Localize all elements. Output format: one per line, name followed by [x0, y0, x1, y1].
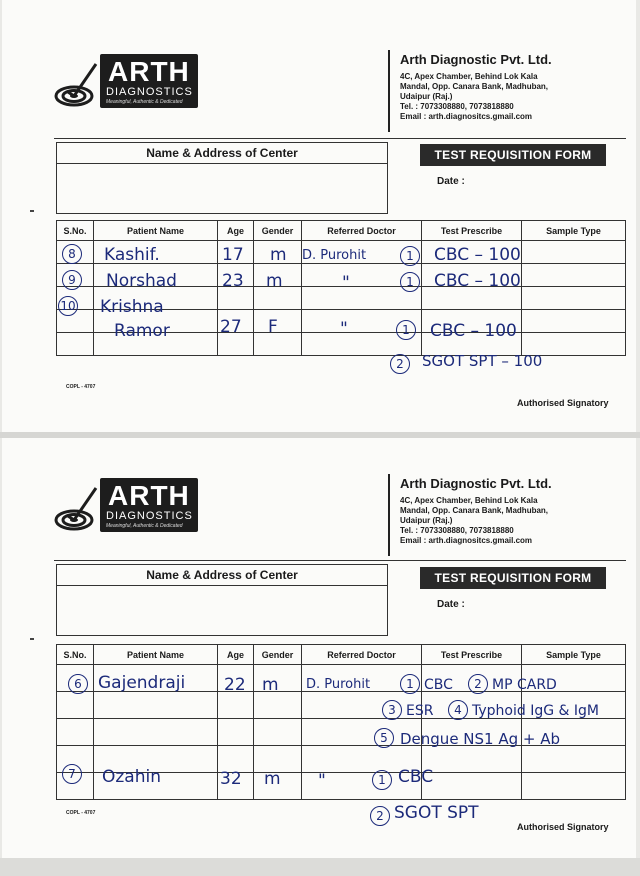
- handwritten-test: Dengue NS1 Ag + Ab: [400, 730, 561, 748]
- handwritten-sno: 10: [58, 296, 78, 316]
- handwritten-test-number: 1: [400, 674, 420, 694]
- col-gender: Gender: [254, 221, 302, 241]
- logo-box: [100, 478, 198, 532]
- telephone: Tel. : 7073308880, 7073818880: [400, 526, 514, 535]
- handwritten-test-number: 5: [374, 728, 394, 748]
- col-gender: Gender: [254, 645, 302, 665]
- handwritten-sno: 6: [68, 674, 88, 694]
- arth-logo: [54, 476, 204, 536]
- col-referred-doctor: Referred Doctor: [302, 221, 422, 241]
- col-sample-type: Sample Type: [522, 645, 626, 665]
- handwritten-test: SGOT SPT: [394, 803, 479, 823]
- handwritten-patient-name: Kashif.: [104, 245, 160, 265]
- authorised-signatory: Authorised Signatory: [517, 822, 609, 832]
- divider: [388, 50, 390, 132]
- col-referred-doctor: Referred Doctor: [302, 645, 422, 665]
- handwritten-test-number: 2: [370, 806, 390, 826]
- address-line: 4C, Apex Chamber, Behind Lok Kala: [400, 496, 538, 505]
- handwritten-age: 23: [222, 271, 244, 291]
- center-address-title: Name & Address of Center: [57, 565, 387, 586]
- handwritten-test-number: 1: [400, 272, 420, 292]
- handwritten-gender: m: [262, 675, 279, 695]
- date-label: Date :: [437, 176, 465, 187]
- handwritten-test-number: 1: [400, 246, 420, 266]
- handwritten-sno: 9: [62, 270, 82, 290]
- logo-tagline: Meaningful, Authentic & Dedicated: [106, 523, 183, 529]
- paper-mark: [30, 210, 34, 212]
- logo-name: ARTH: [108, 56, 190, 87]
- handwritten-test-number: 4: [448, 700, 468, 720]
- col-patient-name: Patient Name: [94, 221, 218, 241]
- form-code: COPL - 4707: [66, 810, 96, 816]
- company-info: [400, 52, 630, 122]
- company-info: [400, 476, 630, 546]
- company-name: Arth Diagnostic Pvt. Ltd.: [400, 476, 552, 491]
- handwritten-test-number: 2: [468, 674, 488, 694]
- handwritten-gender: m: [264, 769, 281, 789]
- handwritten-test: CBC – 100: [434, 245, 521, 265]
- email: Email : arth.diagnositcs.gmail.com: [400, 112, 533, 121]
- handwritten-gender: m: [270, 245, 287, 265]
- handwritten-doctor: ": [340, 319, 348, 339]
- col-sno: S.No.: [57, 645, 94, 665]
- paper-mark: [30, 638, 34, 640]
- col-sno: S.No.: [57, 221, 94, 241]
- target-check-icon: [54, 486, 100, 532]
- handwritten-gender: m: [266, 271, 283, 291]
- address-line: Udaipur (Raj.): [400, 516, 453, 525]
- handwritten-test-number: 1: [372, 770, 392, 790]
- handwritten-sno: 8: [62, 244, 82, 264]
- handwritten-patient-name: Ramor: [114, 321, 170, 341]
- logo-tagline: Meaningful, Authentic & Dedicated: [106, 99, 183, 105]
- handwritten-patient-name: Krishna: [100, 297, 164, 317]
- table-header: [57, 645, 626, 665]
- handwritten-doctor: ": [342, 273, 350, 293]
- handwritten-test: MP CARD: [492, 677, 557, 693]
- address-line: 4C, Apex Chamber, Behind Lok Kala: [400, 72, 538, 81]
- center-address-title: Name & Address of Center: [57, 143, 387, 164]
- page-bottom-edge: [0, 858, 640, 876]
- divider: [388, 474, 390, 556]
- handwritten-gender: F: [268, 317, 278, 337]
- logo-name: ARTH: [108, 480, 190, 511]
- handwritten-test-number: 3: [382, 700, 402, 720]
- handwritten-test-number: 2: [390, 354, 410, 374]
- handwritten-age: 17: [222, 245, 244, 265]
- form-title: TEST REQUISITION FORM: [420, 567, 606, 589]
- handwritten-test-number: 1: [396, 320, 416, 340]
- requisition-form-1: [2, 0, 636, 432]
- requisition-form-2: [2, 438, 636, 858]
- handwritten-doctor: D. Purohit: [306, 677, 371, 692]
- center-address-box: [56, 142, 388, 214]
- col-sample-type: Sample Type: [522, 221, 626, 241]
- handwritten-test: CBC – 100: [434, 271, 521, 291]
- logo-box: [100, 54, 198, 108]
- target-check-icon: [54, 62, 100, 108]
- address-line: Mandal, Opp. Canara Bank, Madhuban,: [400, 82, 549, 91]
- col-patient-name: Patient Name: [94, 645, 218, 665]
- form-code: COPL - 4707: [66, 384, 96, 390]
- handwritten-age: 27: [220, 317, 242, 337]
- col-age: Age: [218, 221, 254, 241]
- handwritten-test: CBC: [398, 767, 434, 787]
- handwritten-test: Typhoid IgG & IgM: [472, 703, 599, 719]
- handwritten-age: 22: [224, 675, 246, 695]
- col-test-prescribe: Test Prescribe: [422, 645, 522, 665]
- address-line: Mandal, Opp. Canara Bank, Madhuban,: [400, 506, 549, 515]
- date-label: Date :: [437, 599, 465, 610]
- logo-subtitle: DIAGNOSTICS: [106, 510, 193, 522]
- authorised-signatory: Authorised Signatory: [517, 398, 609, 408]
- address-line: Udaipur (Raj.): [400, 92, 453, 101]
- handwritten-patient-name: Ozahin: [102, 767, 161, 787]
- handwritten-doctor: ": [318, 771, 326, 791]
- form-title: TEST REQUISITION FORM: [420, 144, 606, 166]
- table-header: [57, 221, 626, 241]
- center-address-box: [56, 564, 388, 636]
- handwritten-patient-name: Norshad: [106, 271, 177, 291]
- col-test-prescribe: Test Prescribe: [422, 221, 522, 241]
- handwritten-test: SGOT SPT – 100: [422, 352, 543, 370]
- header-rule: [54, 560, 626, 561]
- handwritten-test: CBC: [424, 677, 453, 693]
- email: Email : arth.diagnositcs.gmail.com: [400, 536, 533, 545]
- col-age: Age: [218, 645, 254, 665]
- logo-subtitle: DIAGNOSTICS: [106, 86, 193, 98]
- handwritten-patient-name: Gajendraji: [98, 673, 186, 693]
- header-rule: [54, 138, 626, 139]
- handwritten-age: 32: [220, 769, 242, 789]
- arth-logo: [54, 52, 204, 112]
- telephone: Tel. : 7073308880, 7073818880: [400, 102, 514, 111]
- handwritten-test: ESR: [406, 703, 434, 719]
- handwritten-sno: 7: [62, 764, 82, 784]
- handwritten-doctor: D. Purohit: [302, 248, 367, 263]
- handwritten-test: CBC – 100: [430, 321, 517, 341]
- company-name: Arth Diagnostic Pvt. Ltd.: [400, 52, 552, 67]
